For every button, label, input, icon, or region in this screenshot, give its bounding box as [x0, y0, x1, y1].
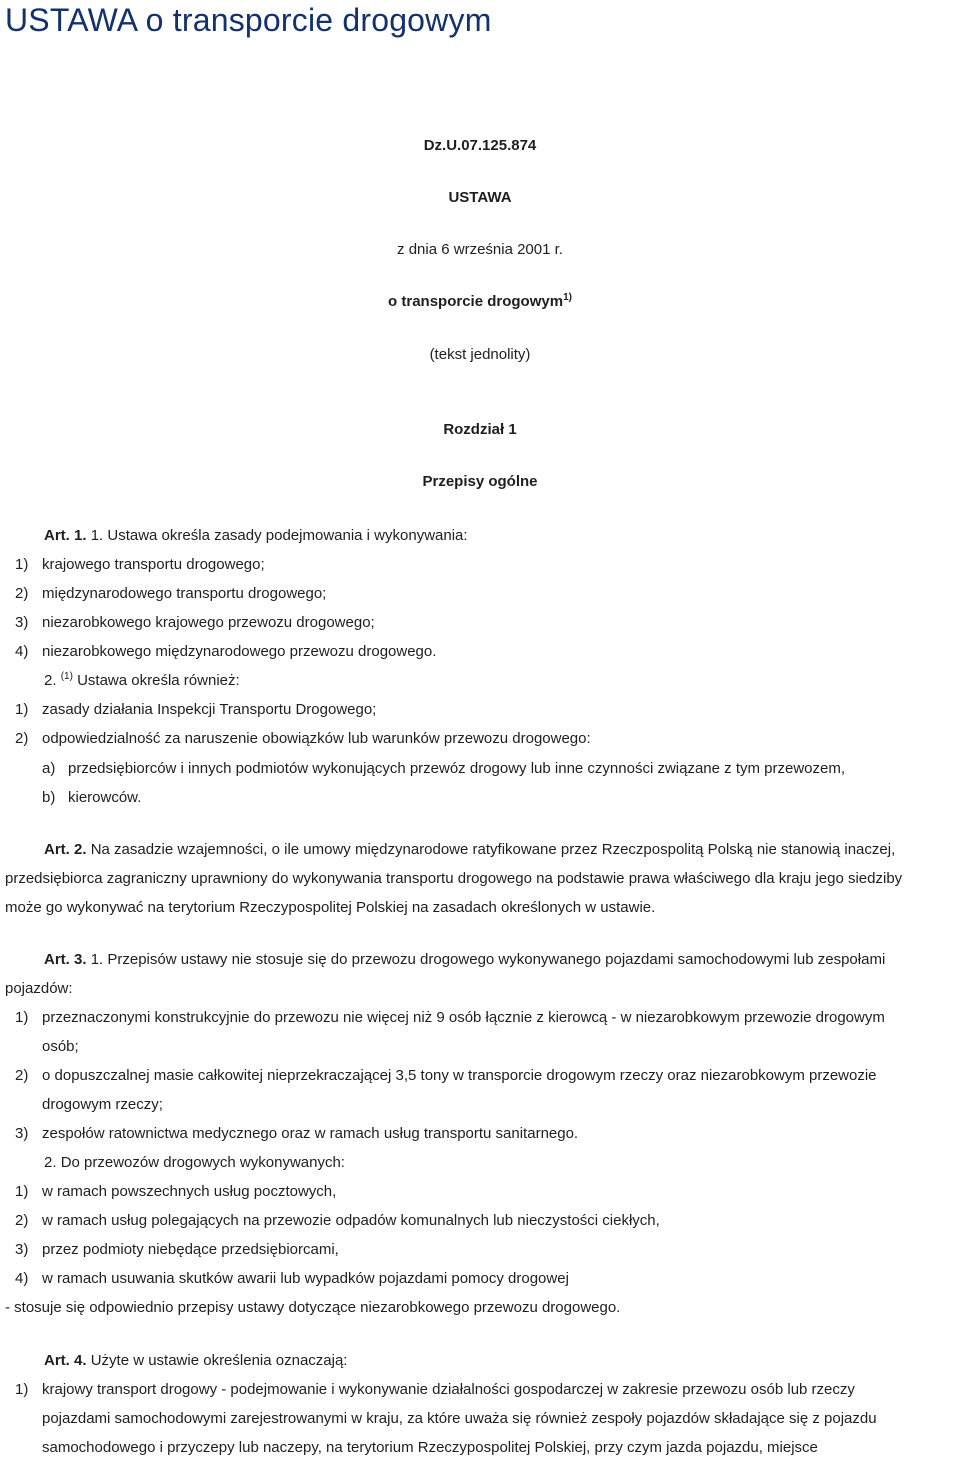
footnote-ref: 1): [563, 292, 572, 303]
sub-list-item: b) kierowców.: [42, 789, 142, 806]
art3-closing: - stosuje się odpowiednio przepisy ustawy dotyczące niezarobkowego przewozu drogowego.: [5, 1299, 621, 1316]
paragraph-number: 2.: [44, 1154, 57, 1171]
chapter-title: Przepisy ogólne: [422, 473, 538, 490]
list-item-cont: samochodowego i przyczepy lub naczepy, na terytorium Rzeczypospolitej Polskiej, przy czym jazda pojazdu, miejsce: [42, 1439, 818, 1456]
paragraph-text: Ustawa określa również:: [77, 672, 240, 689]
article-label: Art. 2.: [44, 841, 87, 858]
document-reference: Dz.U.07.125.874: [423, 137, 537, 154]
list-item: 4) w ramach usuwania skutków awarii lub wypadków pojazdami pomocy drogowej: [15, 1270, 569, 1287]
art3-p1-cont: pojazdów:: [5, 980, 73, 997]
document-subject: [0, 293, 960, 311]
list-item: 3) przez podmioty niebędące przedsiębiorcami,: [15, 1241, 339, 1258]
document-note: (tekst jednolity): [429, 346, 531, 363]
list-item: 4) niezarobkowego międzynarodowego przewozu drogowego.: [15, 643, 437, 660]
paragraph-number: 1.: [90, 527, 104, 544]
sub-list-item: a) przedsiębiorców i innych podmiotów wykonujących przewóz drogowy lub inne czynności związane z tym przewozem,: [42, 760, 846, 777]
list-item: 3) niezarobkowego krajowego przewozu drogowego;: [15, 614, 375, 631]
art1-p1: [44, 527, 468, 545]
list-item: 1) w ramach powszechnych usług pocztowych,: [15, 1183, 337, 1200]
list-item: 2) międzynarodowego transportu drogowego;: [15, 585, 327, 602]
list-item-cont: osób;: [42, 1038, 79, 1055]
list-item: 2) odpowiedzialność za naruszenie obowiązków lub warunków przewozu drogowego:: [15, 730, 591, 747]
art2-line: może go wykonywać na terytorium Rzeczypospolitej Polskiej na zasadach określonych w ustawie.: [5, 899, 656, 916]
paragraph-number: 2.: [44, 672, 57, 689]
chapter-heading: Rozdział 1: [443, 421, 517, 438]
page-title: USTAWA o transporcie drogowym: [5, 2, 492, 38]
paragraph-text: Ustawa określa zasady podejmowania i wykonywania:: [107, 527, 468, 544]
subject-text: o transporcie drogowym: [388, 293, 564, 310]
list-item: 1) przeznaczonymi konstrukcyjnie do przewozu nie więcej niż 9 osób łącznie z kierowcą - w niezarobkowym przewozie drogowym: [15, 1009, 885, 1026]
list-item-cont: drogowym rzeczy;: [42, 1096, 163, 1113]
list-item: 1) zasady działania Inspekcji Transportu Drogowego;: [15, 701, 377, 718]
art3-p1: Art. 3. 1. Przepisów ustawy nie stosuje się do przewozu drogowego wykonywanego pojazdami samochodowymi lub zespołami: [44, 951, 886, 968]
article-label: Art. 4.: [44, 1352, 87, 1369]
list-item: 2) o dopuszczalnej masie całkowitej nieprzekraczającej 3,5 tony w transporcie drogowym rzeczy oraz niezarobkowym przewozie: [15, 1067, 877, 1084]
document-date: z dnia 6 września 2001 r.: [397, 241, 563, 258]
list-item: 1) krajowy transport drogowy - podejmowanie i wykonywanie działalności gospodarczej w zakresie przewozu osób lub rzeczy: [15, 1381, 855, 1398]
art1-p2: [44, 672, 240, 690]
art2-line: przedsiębiorca zagraniczny uprawniony do wykonywania transportu drogowego na podstawie prawa właściwego dla kraju jego siedziby: [5, 870, 903, 887]
art3-p2: 2. Do przewozów drogowych wykonywanych:: [44, 1154, 345, 1171]
art4-intro: Art. 4. Użyte w ustawie określenia oznaczają:: [44, 1352, 348, 1369]
document-type: USTAWA: [448, 189, 512, 206]
list-item-cont: pojazdami samochodowymi zarejestrowanymi w kraju, za które uważa się również zespoły pojazdów składające się z pojazdu: [42, 1410, 877, 1427]
article-label: Art. 1.: [44, 527, 87, 544]
paragraph-number: 1.: [90, 951, 104, 968]
list-item: 1) krajowego transportu drogowego;: [15, 556, 265, 573]
footnote-ref: (1): [60, 671, 73, 682]
article-label: Art. 3.: [44, 951, 87, 968]
list-item: 2) w ramach usług polegających na przewozie odpadów komunalnych lub nieczystości ciekłych,: [15, 1212, 660, 1229]
art2-line: Art. 2. Na zasadzie wzajemności, o ile umowy międzynarodowe ratyfikowane przez Rzeczpospolitą Polską nie stanowią inaczej,: [44, 841, 896, 858]
list-item: 3) zespołów ratownictwa medycznego oraz w ramach usług transportu sanitarnego.: [15, 1125, 579, 1142]
